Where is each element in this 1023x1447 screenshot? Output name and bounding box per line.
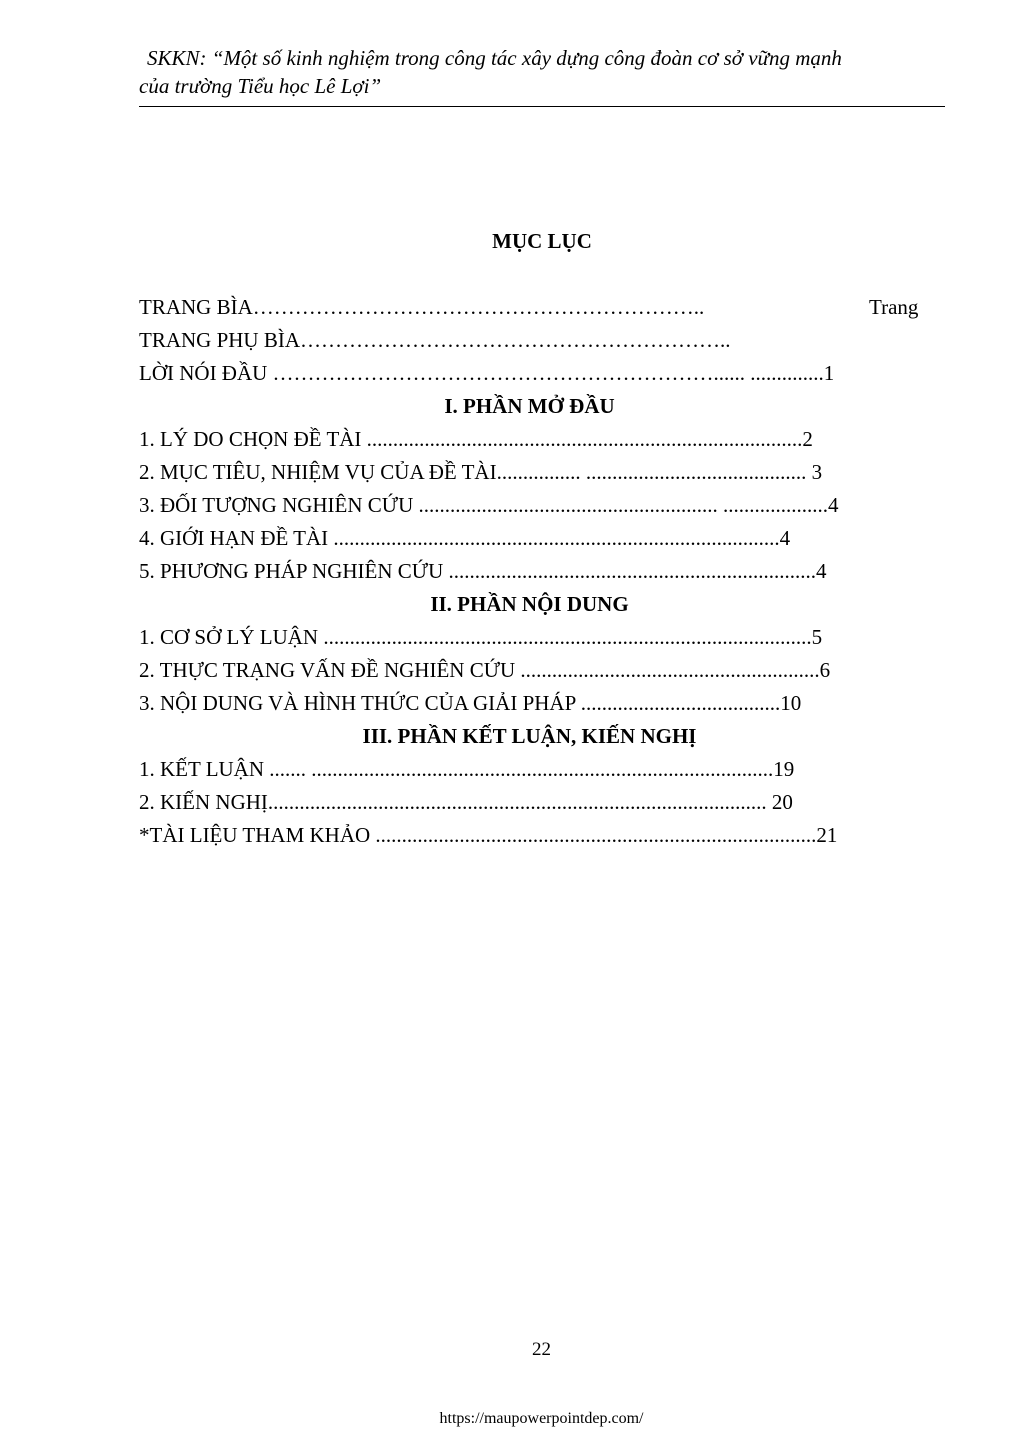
toc-section-heading: I. PHẦN MỞ ĐẦU	[444, 394, 615, 418]
page-number: 22	[532, 1339, 551, 1360]
toc-entry: 2. MỤC TIÊU, NHIỆM VỤ CỦA ĐỀ TÀI................ .......................................... 3	[139, 460, 823, 484]
table-of-contents	[139, 292, 945, 853]
page-column-label: Trang	[869, 295, 919, 319]
header-title-line-2: của trường Tiểu học Lê Lợi”	[139, 74, 382, 98]
document-header	[139, 44, 945, 100]
footer-url[interactable]: https://maupowerpointdep.com/	[439, 1410, 644, 1427]
toc-entry: 2. KIẾN NGHỊ............................................................................................... 20	[139, 790, 793, 814]
toc-entry: 1. KẾT LUẬN ....... ........................................................................................19	[139, 757, 795, 781]
toc-entry: 1. CƠ SỞ LÝ LUẬN .............................................................................................5	[139, 625, 823, 649]
toc-entry	[139, 292, 945, 325]
toc-entry: *TÀI LIỆU THAM KHẢO ....................................................................................21	[139, 823, 838, 847]
toc-entry: 1. LÝ DO CHỌN ĐỀ TÀI ...................................................................................2	[139, 427, 813, 451]
toc-section-heading: III. PHẦN KẾT LUẬN, KIẾN NGHỊ	[362, 724, 697, 748]
toc-entry: 5. PHƯƠNG PHÁP NGHIÊN CỨU ......................................................................4	[139, 559, 827, 583]
toc-entry: LỜI NÓI ĐẦU ………………………………………………………...... ..............1	[139, 361, 835, 385]
header-title-line-1: SKKN: “Một số kinh nghiệm trong công tác xây dựng công đoàn cơ sở vững mạnh	[147, 46, 842, 70]
toc-entry-text: TRANG BÌA………………………………………………………..	[139, 295, 705, 319]
toc-entry: TRANG PHỤ BÌA……………………………………………………..	[139, 328, 731, 352]
toc-entry: 2. THỰC TRẠNG VẤN ĐỀ NGHIÊN CỨU .........................................................6	[139, 658, 831, 682]
toc-entry: 3. NỘI DUNG VÀ HÌNH THỨC CỦA GIẢI PHÁP ......................................10	[139, 691, 802, 715]
header-divider	[139, 106, 945, 107]
toc-entry: 4. GIỚI HẠN ĐỀ TÀI .....................................................................................4	[139, 526, 791, 550]
toc-section-heading: II. PHẦN NỘI DUNG	[430, 592, 629, 616]
toc-entry: 3. ĐỐI TƯỢNG NGHIÊN CỨU ......................................................... ....................4	[139, 493, 839, 517]
toc-title: MỤC LỤC	[492, 229, 592, 253]
